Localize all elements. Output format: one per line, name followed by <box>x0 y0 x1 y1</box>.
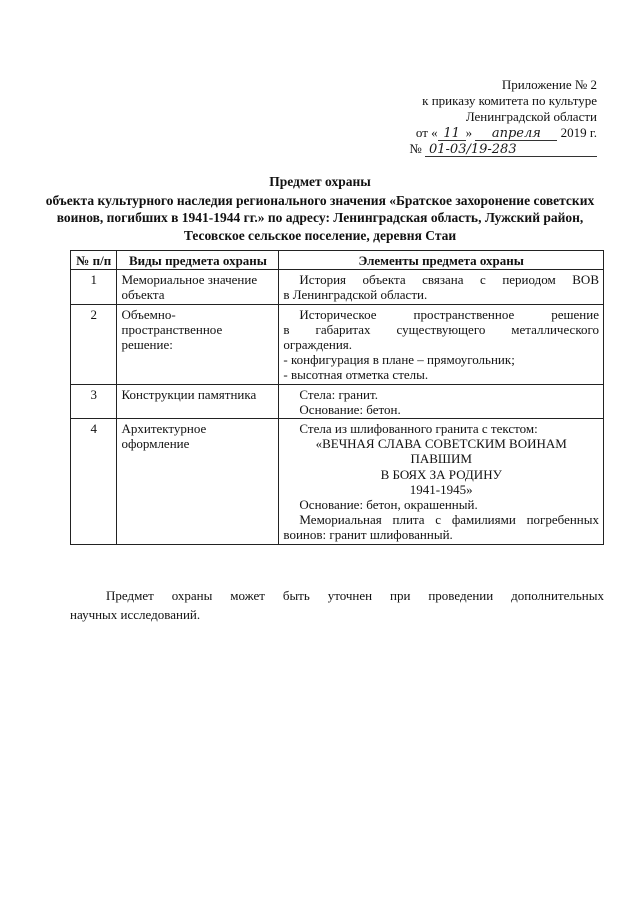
table-row <box>71 419 604 545</box>
element-line: воинов: гранит шлифованный. <box>283 527 453 543</box>
row-type: Мемориальное значение объекта <box>117 270 279 304</box>
date-year: 2019 г. <box>560 125 597 140</box>
footer-note <box>70 586 604 624</box>
title-subtitle: объекта культурного наследия регионального значения «Братское захоронение советских воинов, погибших в 1941-1944 гг.» по адресу: Ленинградская область, Лужский район, Тесовское сельское поселение, деревня Стаи <box>45 192 595 243</box>
element-line: Историческое пространственное решение <box>299 306 599 322</box>
row-elements <box>279 270 604 304</box>
row-num: 4 <box>71 419 117 545</box>
header-num: № п/п <box>71 251 117 270</box>
region-line: Ленинградской области <box>465 109 597 124</box>
row-num: 2 <box>71 304 117 384</box>
footer-line: научных исследований. <box>70 607 201 622</box>
element-line: Стела: гранит. <box>299 386 378 402</box>
row-num: 3 <box>71 384 117 418</box>
protection-table <box>70 250 604 545</box>
order-line: к приказу комитета по культуре <box>422 93 597 108</box>
row-elements <box>279 304 604 384</box>
number-prefix: № <box>409 141 422 156</box>
table-row <box>71 270 604 304</box>
element-line: История объекта связана с периодом ВОВ <box>299 272 599 288</box>
row-elements <box>279 384 604 418</box>
inscription-line: В БОЯХ ЗА РОДИНУ <box>380 466 502 482</box>
row-type: Объемно-пространственное решение: <box>117 304 279 384</box>
inscription-line: «ВЕЧНАЯ СЛАВА СОВЕТСКИМ ВОИНАМ <box>315 436 567 452</box>
element-line: ограждения. <box>283 337 353 353</box>
table-header-row <box>71 251 604 270</box>
header-elements: Элементы предмета охраны <box>279 251 604 270</box>
order-date <box>409 125 597 141</box>
title-heading: Предмет охраны <box>269 174 371 189</box>
date-prefix: от « <box>415 125 438 140</box>
header-type: Виды предмета охраны <box>117 251 279 270</box>
element-line: Основание: бетон, окрашенный. <box>299 497 478 513</box>
footer-line: Предмет охраны может быть уточнен при проведении дополнительных <box>106 588 604 603</box>
date-day-handwritten: 11 <box>438 127 466 141</box>
element-line: Стела из шлифованного гранита с текстом: <box>299 421 538 437</box>
document-title <box>40 173 600 244</box>
row-type: Конструкции памятника <box>117 384 279 418</box>
element-line: в габаритах существующего металлического <box>283 321 599 337</box>
date-month-handwritten: апреля <box>475 127 557 141</box>
element-line: Мемориальная плита с фамилиями погребенных <box>299 512 599 528</box>
number-handwritten: 01-03/19-283 <box>425 143 597 157</box>
table-row <box>71 384 604 418</box>
appendix-label: Приложение № 2 <box>501 77 597 92</box>
date-mid: » <box>465 125 473 140</box>
element-line: в Ленинградской области. <box>283 287 428 303</box>
order-number <box>409 141 597 157</box>
row-type: Архитектурное оформление <box>117 419 279 545</box>
element-line: - высотная отметка стелы. <box>283 367 429 383</box>
inscription-line: ПАВШИМ <box>410 451 472 467</box>
row-elements <box>279 419 604 545</box>
table-row <box>71 304 604 384</box>
row-num: 1 <box>71 270 117 304</box>
document-header <box>409 77 597 157</box>
inscription-line: 1941-1945» <box>409 481 473 497</box>
element-line: Основание: бетон. <box>299 401 401 417</box>
element-line: - конфигурация в плане – прямоугольник; <box>283 352 515 368</box>
